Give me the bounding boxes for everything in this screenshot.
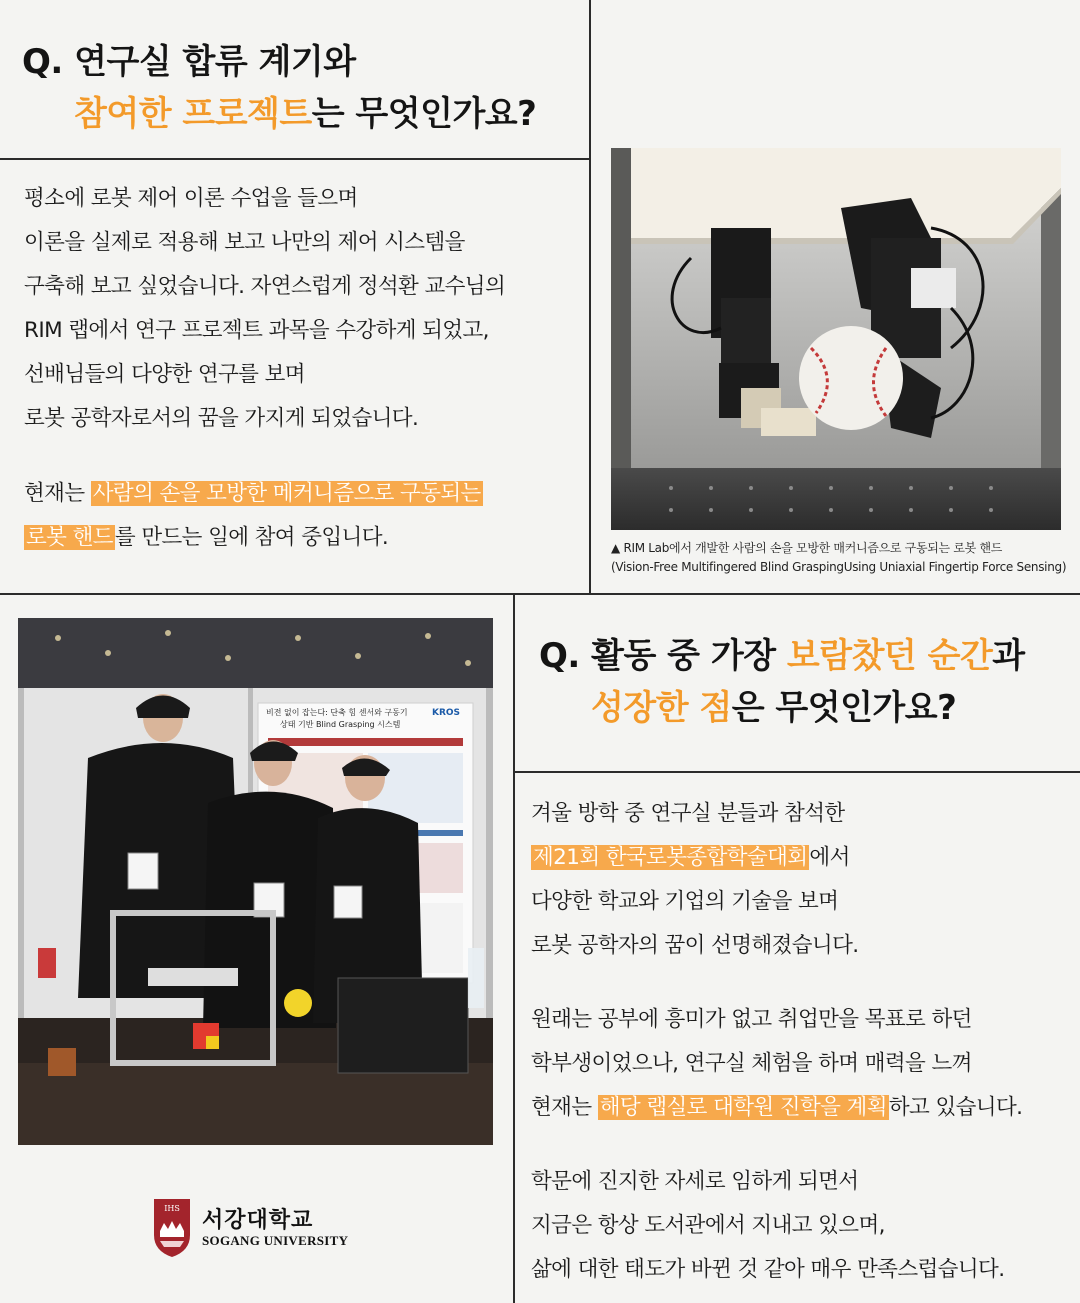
text-plain: 하고 있습니다. [888,1095,1023,1120]
text-line: 평소에 로봇 제어 이론 수업을 들으며 [24,186,358,211]
robot-hand-illustration [611,148,1061,530]
text-plain: 현재는 [531,1095,598,1120]
highlighted-text: 해당 랩실로 대학원 진학을 계획 [599,1095,887,1120]
text-line: RIM 랩에서 연구 프로젝트 과목을 수강하게 되었고, [24,318,489,343]
divider-vertical-top [589,0,591,594]
university-name-en: SOGANG UNIVERSITY [202,1233,349,1248]
poster-title-line1: 비전 없이 잡는다: 단축 힘 센서와 구동기 [266,708,408,717]
divider-horizontal-top [0,158,589,160]
section1-question-line1: Q. 연구실 합류 계기와 [22,42,356,82]
divider-horizontal-middle [0,593,1080,595]
text-line: 구축해 보고 싶었습니다. 자연스럽게 정석환 교수님의 [24,274,506,299]
caption-line1: ▲ RIM Lab에서 개발한 사람의 손을 모방한 매커니즘으로 구동되는 로봇 핸드 [611,541,1003,555]
section2-question-highlight1: 보람찼던 순간 [786,636,993,676]
section2-question-highlight2: 성장한 점 [591,688,732,728]
text-line: 로봇 공학자의 꿈이 선명해졌습니다. [531,933,859,958]
text-line: 선배님들의 다양한 연구를 보며 [24,362,305,387]
highlighted-text: 사람의 손을 모방한 메커니즘으로 구동되는 [92,481,481,506]
section1-question-highlight: 참여한 프로젝트 [74,94,312,134]
text-plain: 현재는 [24,481,91,506]
text-line: 원래는 공부에 흥미가 없고 취업만을 목표로 하던 [531,1007,972,1032]
highlighted-text: 제21회 한국로봇종합학술대회 [533,845,808,870]
robot-hand-photo [611,148,1061,530]
robot-hand-caption [611,539,1066,577]
text-line: 학부생이었으나, 연구실 체험을 하며 매력을 느껴 [531,1051,972,1076]
text-line: 지금은 항상 도서관에서 지내고 있으며, [531,1213,885,1238]
section2-paragraph3 [531,1160,1004,1292]
university-name-ko: 서강대학교 [202,1207,314,1233]
divider-horizontal-bottom [513,771,1080,773]
divider-vertical-bottom [513,593,515,1303]
team-photo-illustration [18,618,493,1145]
text-plain: 를 만드는 일에 참여 중입니다. [114,525,389,550]
section2-question-line1-rest: 과 [992,636,1025,676]
university-shield-icon [152,1197,192,1259]
text-line: 로봇 공학자로서의 꿈을 가지게 되었습니다. [24,406,419,431]
team-conference-photo [18,618,493,1145]
section1-question-rest: 는 무엇인가요? [311,94,537,134]
caption-line2: (Vision-Free Multifingered Blind GraspingUsing Uniaxial Fingertip Force Sensing) [611,560,1067,574]
highlighted-text: 로봇 핸드 [26,525,113,550]
text-line: 다양한 학교와 기업의 기술을 보며 [531,889,839,914]
text-line: 겨울 방학 중 연구실 분들과 참석한 [531,801,845,826]
text-line: 이론을 실제로 적용해 보고 나만의 제어 시스템을 [24,230,465,255]
section2-paragraph2 [531,998,1022,1130]
section1-paragraph1 [24,177,505,441]
sogang-university-logo [152,1197,372,1259]
section1-paragraph2 [24,472,483,560]
text-line: 학문에 진지한 자세로 임하게 되면서 [531,1169,859,1194]
section2-question-prefix: Q. 활동 중 가장 [539,636,787,676]
poster-brand: KROS [432,708,461,718]
poster-title-line2: 상태 기반 Blind Grasping 시스템 [280,720,401,729]
shield-text: IHS [164,1204,180,1213]
section2-paragraph1 [531,792,858,968]
text-line: 삶에 대한 태도가 바뀐 것 같아 매우 만족스럽습니다. [531,1257,1005,1282]
section2-question-line2-rest: 은 무엇인가요? [731,688,957,728]
text-plain: 에서 [809,845,850,870]
section2-question [539,630,1025,734]
section1-question [22,36,536,140]
